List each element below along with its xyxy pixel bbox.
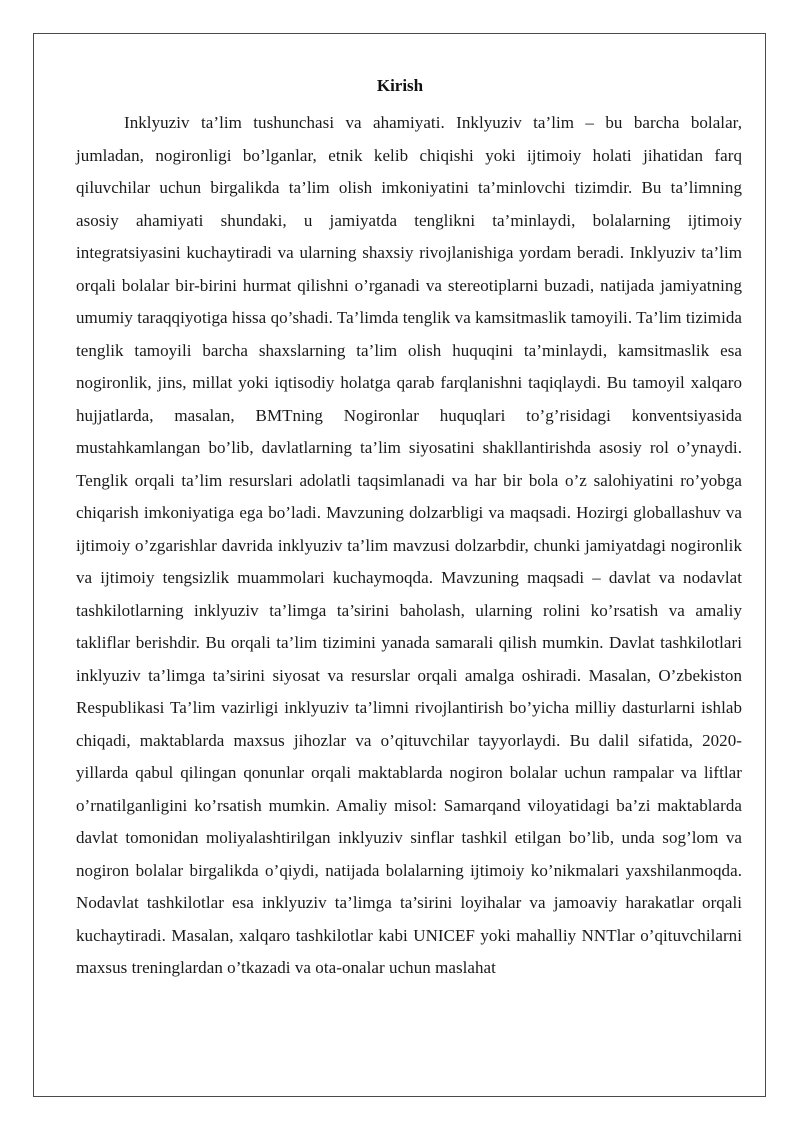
- body-paragraph: Inklyuziv ta’lim tushunchasi va ahamiyati. Inklyuziv ta’lim – bu barcha bolalar, jumladan, nogironligi bo’lganlar, etnik kelib chiqishi yoki ijtimoiy holati jihatidan farq qiluvchilar uchun birgalikda ta’lim olish imkoniyatini ta’minlovchi tizimdir. Bu ta’limning asosiy ahamiyati shundaki, u jamiyatda tenglikni ta’minlaydi, bolalarning ijtimoiy integratsiyasini kuchaytiradi va ularning shaxsiy rivojlanishiga yordam beradi. Inklyuziv ta’lim orqali bolalar bir-birini hurmat qilishni o’rganadi va stereotiplarni buzadi, natijada jamiyatning umumiy taraqqiyotiga hissa qo’shadi. Ta’limda tenglik va kamsitmaslik tamoyili. Ta’lim tizimida tenglik tamoyili barcha shaxslarning ta’lim olish huquqini ta’minlaydi, kamsitmaslik esa nogironlik, jins, millat yoki iqtisodiy holatga qarab farqlanishni taqiqlaydi. Bu tamoyil xalqaro hujjatlarda, masalan, BMTning Nogironlar huquqlari to’g’risidagi konventsiyasida mustahkamlangan bo’lib, davlatlarning ta’lim siyosatini shakllantirishda asosiy rol o’ynaydi. Tenglik orqali ta’lim resurslari adolatli taqsimlanadi va har bir bola o’z salohiyatini ro’yobga chiqarish imkoniyatiga ega bo’ladi. Mavzuning dolzarbligi va maqsadi. Hozirgi globallashuv va ijtimoiy o’zgarishlar davrida inklyuziv ta’lim mavzusi dolzarbdir, chunki jamiyatdagi nogironlik va ijtimoiy tengsizlik muammolari kuchaymoqda. Mavzuning maqsadi – davlat va nodavlat tashkilotlarning inklyuziv ta’limga ta’sirini baholash, ularning rolini ko’rsatish va amaliy takliflar berishdir. Bu orqali ta’lim tizimini yanada samarali qilish mumkin. Davlat tashkilotlari inklyuziv ta’limga ta’sirini siyosat va resurslar orqali amalga oshiradi. Masalan, O’zbekiston Respublikasi Ta’lim vazirligi inklyuziv ta’limni rivojlantirish bo’yicha milliy dasturlarni ishlab chiqadi, maktablarda maxsus jihozlar va o’qituvchilar tayyorlaydi. Bu dalil sifatida, 2020-yillarda qabul qilingan qonunlar orqali maktablarda nogiron bolalar uchun rampalar va liftlar o’rnatilganligini ko’rsatish mumkin. Amaliy misol: Samarqand viloyatidagi ba’zi maktablarda davlat tomonidan moliyalashtirilgan inklyuziv sinflar tashkil etilgan bo’lib, unda sog’lom va nogiron bolalar birgalikda o’qiydi, natijada bolalarning ijtimoiy ko’nikmalari yaxshilanmoqda. Nodavlat tashkilotlar esa inklyuziv ta’limga ta’sirini loyihalar va jamoaviy harakatlar orqali kuchaytiradi. Masalan, xalqaro tashkilotlar kabi UNICEF yoki mahalliy NNTlar o’qituvchilarni maxsus treninglardan o’tkazadi va ota-onalar uchun maslahat: [76, 113, 742, 977]
- section-title: Kirish: [376, 76, 424, 95]
